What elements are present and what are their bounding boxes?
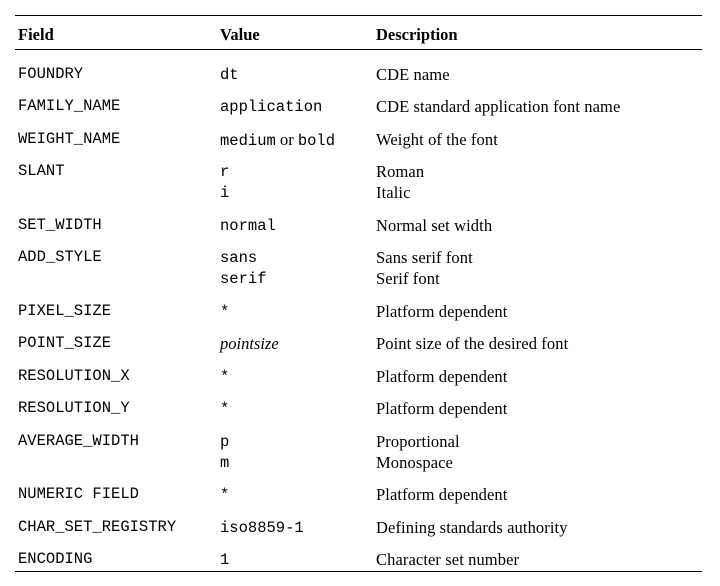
description-cell [376,484,702,505]
table-row [15,301,702,322]
table-body [15,50,702,571]
value-line [220,301,376,322]
description-cell [376,333,702,354]
value-line [220,333,376,354]
description-line: Sans serif font [376,248,473,267]
value-cell [220,161,376,203]
table-row [15,215,702,236]
table-row [15,64,702,85]
field-cell: POINT_SIZE [18,334,112,352]
value-segment: pointsize [220,334,279,353]
field-cell: ENCODING [18,550,93,568]
description-line: Italic [376,183,411,202]
description-line: Proportional [376,431,460,451]
value-cell [220,247,376,289]
table-row [15,517,702,538]
field-cell: SET_WIDTH [18,215,102,234]
value-line [220,129,376,150]
description-line: Monospace [376,452,453,472]
description-line: CDE standard application font name [376,97,621,116]
description-line: Platform dependent [376,399,508,418]
description-line: Character set number [376,550,520,569]
value-segment: 1 [220,551,230,569]
description-line: Point size of the desired font [376,334,569,353]
value-cell [220,398,376,419]
value-cell [220,366,376,387]
description-cell [376,549,702,570]
value-cell [220,333,376,354]
value-segment: i [220,184,230,202]
table-row [15,484,702,505]
field-cell: ADD_STYLE [18,248,102,266]
description-cell [376,301,702,322]
font-fields-table [15,15,702,572]
value-line [220,452,376,473]
value-segment: medium [220,131,276,150]
value-segment: sans [220,249,258,267]
value-line [220,398,376,419]
description-cell [376,431,702,473]
value-cell [220,215,376,236]
value-segment: application [220,98,323,116]
field-cell: RESOLUTION_X [18,366,130,385]
field-cell: WEIGHT_NAME [18,129,121,148]
value-line [220,517,376,538]
value-cell [220,129,376,150]
field-cell: CHAR_SET_REGISTRY [18,517,177,536]
value-segment: serif [220,270,267,288]
field-cell: SLANT [18,162,65,180]
value-segment: m [220,453,230,472]
description-cell [376,517,702,538]
description-line: Normal set width [376,215,493,235]
description-line: Platform dependent [376,366,508,386]
value-line [220,215,376,236]
value-segment: bold [297,131,336,150]
table-row [15,431,702,473]
value-line [220,96,376,117]
field-cell: AVERAGE_WIDTH [18,431,139,450]
field-cell: RESOLUTION_Y [18,399,130,417]
table-row [15,247,702,289]
value-cell [220,517,376,538]
table-row [15,129,702,150]
description-line: Serif font [376,269,440,288]
column-header-description: Description [376,25,458,44]
value-cell [220,431,376,473]
table-row [15,366,702,387]
table-row [15,96,702,117]
value-line [220,64,376,85]
description-cell [376,96,702,117]
value-line [220,161,376,182]
value-line [220,247,376,268]
value-cell [220,549,376,570]
description-cell [376,64,702,85]
value-cell [220,96,376,117]
description-line: Weight of the font [376,129,498,149]
value-line [220,549,376,570]
description-line: Platform dependent [376,301,508,321]
field-cell: PIXEL_SIZE [18,301,112,320]
value-segment: dt [220,65,239,84]
value-segment: iso8859-1 [220,518,304,537]
value-segment: * [220,486,230,504]
column-header-field: Field [18,25,54,44]
table-row [15,333,702,354]
table-header-row [15,16,702,50]
value-line [220,268,376,289]
description-line: CDE name [376,64,450,84]
column-header-value: Value [220,25,260,44]
description-line: Platform dependent [376,485,508,504]
value-line [220,182,376,203]
description-cell [376,398,702,419]
value-segment: * [220,302,230,321]
description-cell [376,161,702,203]
description-cell [376,215,702,236]
field-cell: NUMERIC FIELD [18,485,139,503]
value-segment: r [220,163,230,181]
value-line [220,366,376,387]
value-cell [220,484,376,505]
description-cell [376,366,702,387]
field-cell: FOUNDRY [18,64,84,83]
value-segment: * [220,400,230,418]
value-segment: * [220,367,230,386]
description-cell [376,247,702,289]
description-cell [376,129,702,150]
table-row [15,549,702,570]
table-row [15,161,702,203]
value-cell [220,301,376,322]
description-line: Roman [376,162,425,181]
value-segment: p [220,432,230,451]
value-segment: or [275,129,298,149]
value-segment: normal [220,216,276,235]
table-row [15,398,702,419]
value-line [220,431,376,452]
description-line: Defining standards authority [376,517,568,537]
value-cell [220,64,376,85]
value-line [220,484,376,505]
field-cell: FAMILY_NAME [18,97,121,115]
